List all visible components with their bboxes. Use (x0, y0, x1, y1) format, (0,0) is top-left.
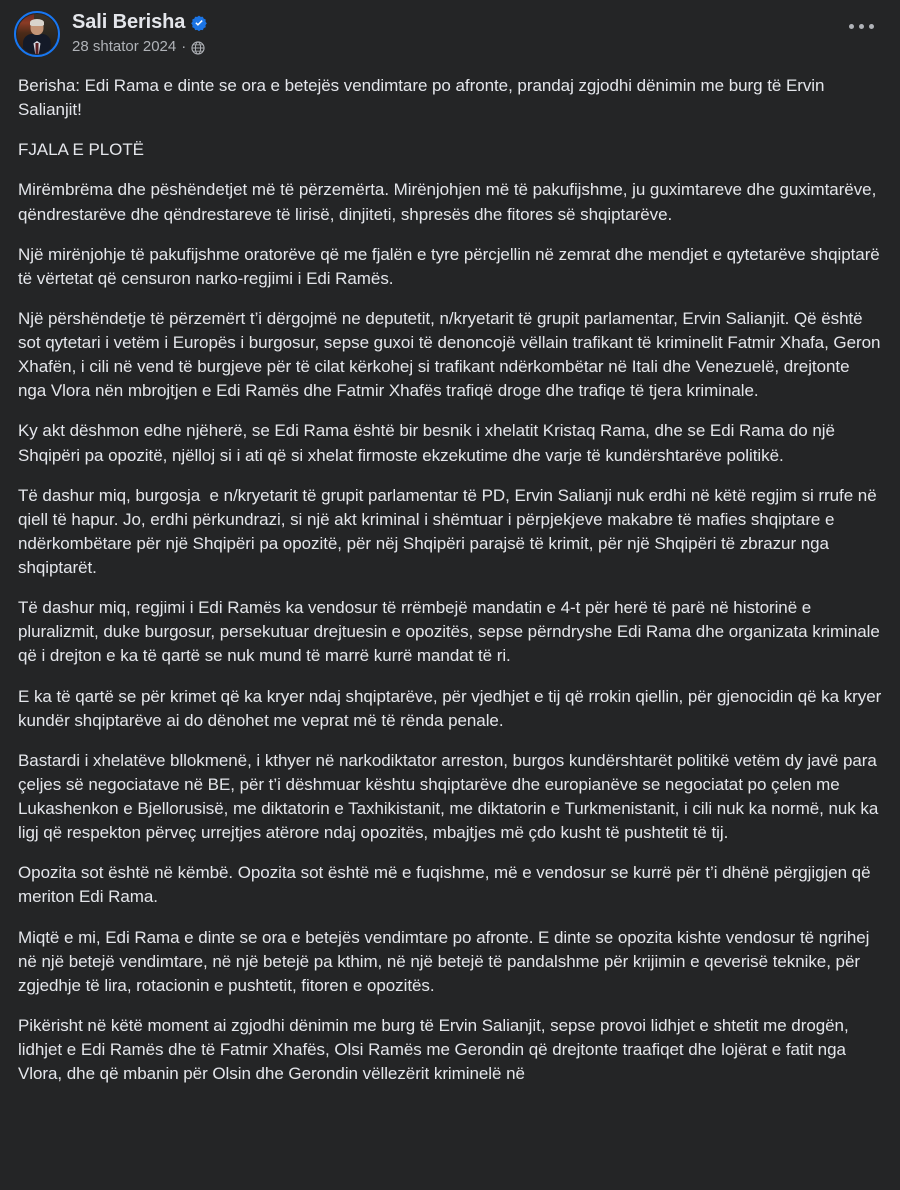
post-header-text (72, 10, 207, 55)
post-meta (72, 38, 207, 55)
verified-badge-icon (191, 15, 207, 31)
avatar-tie (36, 43, 39, 54)
author-row (72, 12, 207, 32)
globe-icon[interactable] (191, 41, 205, 55)
post-paragraph: Miqtë e mi, Edi Rama e dinte se ora e betejës vendimtare po afronte. E dinte se opozita kishte vendosur të ngrihej në një betejë vendimtare, në një betejë pa kthim, në një betejë të pandalshme për krijimin e qeverisë teknike, për zgjedhje të lira, rotacionin e pushtetit, fitoren e opozitës. (18, 927, 875, 995)
avatar-hair (30, 19, 44, 26)
post-paragraph: Mirëmbrëma dhe pëshëndetjet më të përzemërta. Mirënjohjen më të pakufijshme, ju guximtareve dhe guximtarëve, qëndrestarëve dhe qëndrestareve të lirisë, dinjiteti, shpresës dhe fitores së shqiptarëve. (18, 180, 881, 224)
author-name[interactable]: Sali Berisha (72, 11, 186, 33)
post-paragraph: FJALA E PLOTË (18, 140, 144, 160)
post-date[interactable]: 28 shtator 2024 (72, 38, 177, 55)
post-paragraph: Opozita sot është në këmbë. Opozita sot është më e fuqishme, më e vendosur se kurrë për t’i dhënë përgjigjen që meriton Edi Rama. (18, 863, 876, 907)
post-paragraph: Një përshëndetje të përzemërt t’i dërgojmë ne deputetit, n/kryetarit të grupit parlamentar, Ervin Salianjit. Që është sot qytetari i vetëm i Europës i burgosur, sepse guxoi të denoncojë vëllain trafikant të kriminelit Fatmir Xhafa, Geron Xhafën, i cili në vend të burgjeve për të cilat kërkohej si trafikant ndërkombëtar në Itali dhe Venezuelë, drejtonte nga Vlora nën mbrojtjen e Edi Ramës dhe Fatmir Xhafës trafiqë droge dhe trafiqe të tjera kriminale. (18, 308, 886, 401)
post-paragraph: E ka të qartë se për krimet që ka kryer ndaj shqiptarëve, për vjedhjet e tij që rrokin qiellin, për gjenocidin që ka kryer kundër shqiptarëve ai do dënohet me veprat më të rënda penale. (18, 686, 886, 730)
menu-dot (859, 24, 864, 29)
post-body (0, 66, 900, 1086)
meta-separator: · (181, 38, 187, 55)
menu-dot (869, 24, 874, 29)
post-paragraph: Ky akt dëshmon edhe njëherë, se Edi Rama është bir besnik i xhelatit Kristaq Rama, dhe se Edi Rama do një Shqipëri pa opozitë, njëlloj si i ati që si xhelat firmoste ekzekutime dhe varje të kundërshtarëve politikë. (18, 421, 840, 465)
post-paragraph: Pikërisht në këtë moment ai zgjodhi dënimin me burg të Ervin Salianjit, sepse provoi lidhjet e shtetit me drogën, lidhjet e Edi Ramës dhe të Fatmir Xhafës, Olsi Ramës me Gerondin që drejtonte traafiqet dhe lojërat e fatit nga Vlora, dhe që mbanin për Olsin dhe Gerondin vëllezërit kriminelë në (18, 1015, 854, 1084)
post-header (0, 0, 900, 66)
post-paragraph: Një mirënjohje të pakufijshme oratorëve që me fjalën e tyre përcjellin në zemrat dhe mendjet e qytetarëve shqiptarë të vërtetat që censuron narko-regjimi i Edi Ramës. (18, 244, 885, 288)
post-paragraph: Berisha: Edi Rama e dinte se ora e betejës vendimtare po afronte, prandaj zgjodhi dënimin me burg të Ervin Salianjit! (18, 76, 830, 120)
post-paragraph: Bastardi i xhelatëve bllokmenë, i kthyer në narkodiktator arreston, burgos kundërshtarët politikë vetëm dy javë para çeljes së negociatave në BE, për t’i dëshmuar kështu shqiptarëve dhe europianëve se negociatat po çelen me Lukashenkon e Bjellorusisë, me diktatorin e Taxhikistanit, me diktatorin e Turkmenistanit, i cili nuk ka normë, nuk ka ligj që respekton përveç urrejtjes atërore ndaj opozitës, mbajtjes më çdo kusht të pushtetit të tij. (18, 750, 883, 843)
post-paragraph: Të dashur miq, regjimi i Edi Ramës ka vendosur të rrëmbejë mandatin e 4-t për herë të parë në historinë e pluralizmit, duke burgosur, persekutuar drejtuesin e opozitës, sepse përndryshe Edi Rama dhe organizata kriminale që i drejton e ka të qartë se nuk mund të marrë kurrë mandat të ri. (18, 598, 885, 666)
menu-dot (849, 24, 854, 29)
avatar-image (17, 14, 57, 54)
avatar[interactable] (14, 11, 60, 57)
post-options-menu-button[interactable] (843, 18, 880, 35)
post-paragraph: Të dashur miq, burgosja e n/kryetarit të grupit parlamentar të PD, Ervin Salianji nuk erdhi në këtë regjim si rrufe në qiell të hapur. Jo, erdhi përkundrazi, si një akt kriminal i shëmtuar i përpjekjeve makabre të mafies shqiptare e ndërkombëtare për një Shqipëri pa opozitë, për nëj Shqipëri parajsë të krimit, për një Shqipëri të zbrazur nga shqiptarët. (18, 485, 882, 577)
